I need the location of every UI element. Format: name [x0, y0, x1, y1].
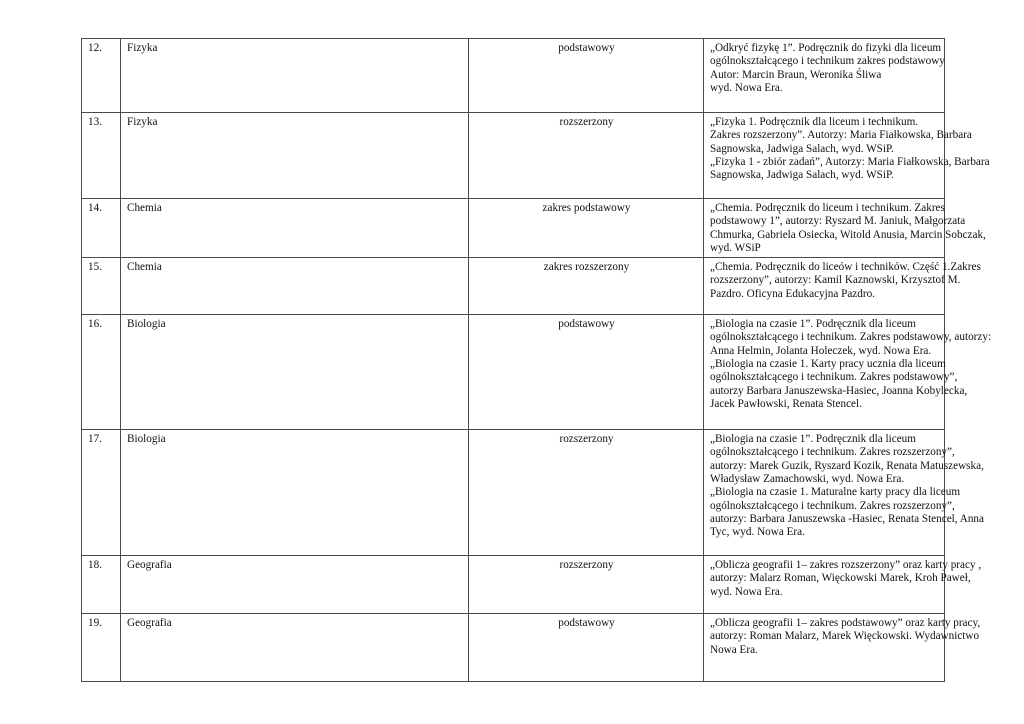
subject-cell: Biologia: [121, 430, 469, 556]
level-text: podstawowy: [558, 42, 615, 54]
row-number: 18.: [82, 556, 121, 614]
textbook-line: „Chemia. Podręcznik do liceów i techników. Część 1.Zakres: [710, 261, 981, 274]
subject-cell: Fizyka: [121, 113, 469, 199]
subject-cell: Chemia: [121, 199, 469, 258]
level-cell: [469, 556, 704, 614]
textbook-line: „Fizyka 1 - zbiór zadań”, Autorzy: Maria Fiałkowska, Barbara: [710, 155, 990, 168]
textbook-line: Zakres rozszerzony”. Autorzy: Maria Fiałkowska, Barbara: [710, 129, 972, 142]
textbook-line: Sagnowska, Jadwiga Salach, wyd. WSiP.: [710, 142, 894, 155]
textbook-cell: [704, 39, 945, 113]
row-number: 15.: [82, 258, 121, 315]
textbook-line: Chmurka, Gabriela Osiecka, Witold Anusia, Marcin Sobczak,: [710, 228, 986, 241]
level-text: podstawowy: [558, 318, 615, 331]
row-number: 17.: [82, 430, 121, 556]
level-cell: [469, 430, 704, 556]
textbook-line: ogólnokształcącego i technikum zakres podstawowy: [710, 55, 945, 68]
table-row: [82, 556, 945, 614]
textbook-cell: [704, 614, 981, 682]
textbook-line: wyd. WSiP: [710, 241, 761, 254]
row-number: 13.: [82, 113, 121, 199]
table-row: [82, 315, 945, 430]
row-number: 12.: [82, 39, 121, 113]
textbook-cell: [704, 199, 986, 258]
textbook-line: „Odkryć fizykę 1”. Podręcznik do fizyki dla liceum: [710, 42, 942, 54]
table-row: [82, 430, 945, 556]
subject-cell: Geografia: [121, 556, 469, 614]
level-cell: [469, 614, 704, 682]
textbook-line: Pazdro. Oficyna Edukacyjna Pazdro.: [710, 287, 875, 300]
level-text: rozszerzony: [559, 116, 614, 128]
level-text: zakres podstawowy: [542, 202, 631, 214]
textbook-line: „Biologia na czasie 1”. Podręcznik dla liceum: [710, 433, 916, 446]
textbook-line: ogólnokształcącego i technikum. Zakres rozszerzony”,: [710, 446, 955, 459]
subject-cell: Geografia: [121, 614, 469, 682]
row-number: 14.: [82, 199, 121, 258]
textbook-line: ogólnokształcącego i technikum. Zakres podstawowy, autorzy:: [710, 331, 992, 344]
level-cell: [469, 258, 704, 315]
textbook-cell: [704, 113, 990, 199]
table-row: [82, 199, 945, 258]
level-text: zakres rozszerzony: [543, 261, 630, 274]
textbook-line: podstawowy 1”, autorzy: Ryszard M. Janiuk, Małgorzata: [710, 215, 966, 228]
textbook-line: Autor: Marcin Braun, Weronika Śliwa: [710, 68, 882, 81]
textbook-line: „Chemia. Podręcznik do liceum i technikum. Zakres: [710, 202, 945, 214]
level-text: rozszerzony: [559, 433, 614, 446]
textbook-line: Sagnowska, Jadwiga Salach, wyd. WSiP.: [710, 169, 894, 182]
subject-cell: Fizyka: [121, 39, 469, 113]
subject-cell: Chemia: [121, 258, 469, 315]
textbook-table: [81, 38, 992, 682]
textbook-line: autorzy: Marek Guzik, Ryszard Kozik, Renata Matuszewska,: [710, 459, 984, 472]
level-cell: [469, 113, 704, 199]
textbook-line: Anna Helmin, Jolanta Holeczek, wyd. Nowa Era.: [710, 344, 932, 357]
textbook-line: Władysław Zamachowski, wyd. Nowa Era.: [710, 473, 905, 486]
level-cell: [469, 315, 704, 430]
textbook-line: „Biologia na czasie 1. Maturalne karty pracy dla liceum: [710, 486, 961, 499]
textbook-line: ogólnokształcącego i technikum. Zakres rozszerzony”,: [710, 499, 955, 512]
subject-cell: Biologia: [121, 315, 469, 430]
table-row: [82, 614, 945, 682]
textbook-line: wyd. Nowa Era.: [710, 81, 783, 94]
textbook-cell: [704, 315, 992, 430]
textbook-line: ogólnokształcącego i technikum. Zakres podstawowy”,: [710, 371, 958, 384]
row-number: 19.: [82, 614, 121, 682]
textbook-line: „Oblicza geografii 1– zakres rozszerzony” oraz karty pracy ,: [710, 559, 982, 572]
textbook-line: autorzy: Malarz Roman, Więckowski Marek, Kroh Paweł,: [710, 572, 971, 585]
textbook-line: „Biologia na czasie 1”. Podręcznik dla liceum: [710, 318, 916, 331]
level-cell: [469, 39, 704, 113]
table-row: [82, 39, 945, 113]
textbook-line: „Fizyka 1. Podręcznik dla liceum i technikum.: [710, 116, 919, 128]
table-body: [82, 39, 992, 682]
textbook-line: autorzy: Barbara Januszewska -Hasiec, Renata Stencel, Anna: [710, 512, 984, 525]
textbook-line: Jacek Pawłowski, Renata Stencel.: [710, 397, 862, 410]
textbook-line: wyd. Nowa Era.: [710, 585, 783, 598]
textbook-line: „Biologia na czasie 1. Karty pracy ucznia dla liceum: [710, 358, 946, 371]
textbook-line: autorzy Barbara Januszewska-Hasiec, Joanna Kobylecka,: [710, 384, 968, 397]
textbook-cell: [704, 556, 982, 614]
textbook-line: autorzy: Roman Malarz, Marek Więckowski. Wydawnictwo: [710, 630, 980, 643]
table-row: [82, 258, 945, 315]
textbook-line: rozszerzony”, autorzy: Kamil Kaznowski, Krzysztof M.: [710, 274, 961, 287]
textbook-cell: [704, 430, 984, 556]
textbook-line: Tyc, wyd. Nowa Era.: [710, 526, 805, 539]
row-number: 16.: [82, 315, 121, 430]
table-row: [82, 113, 945, 199]
level-text: podstawowy: [558, 617, 615, 630]
level-text: rozszerzony: [559, 559, 614, 572]
level-cell: [469, 199, 704, 258]
textbook-line: Nowa Era.: [710, 643, 758, 656]
textbook-cell: [704, 258, 981, 315]
textbook-line: „Oblicza geografii 1– zakres podstawowy” oraz karty pracy,: [710, 617, 981, 630]
